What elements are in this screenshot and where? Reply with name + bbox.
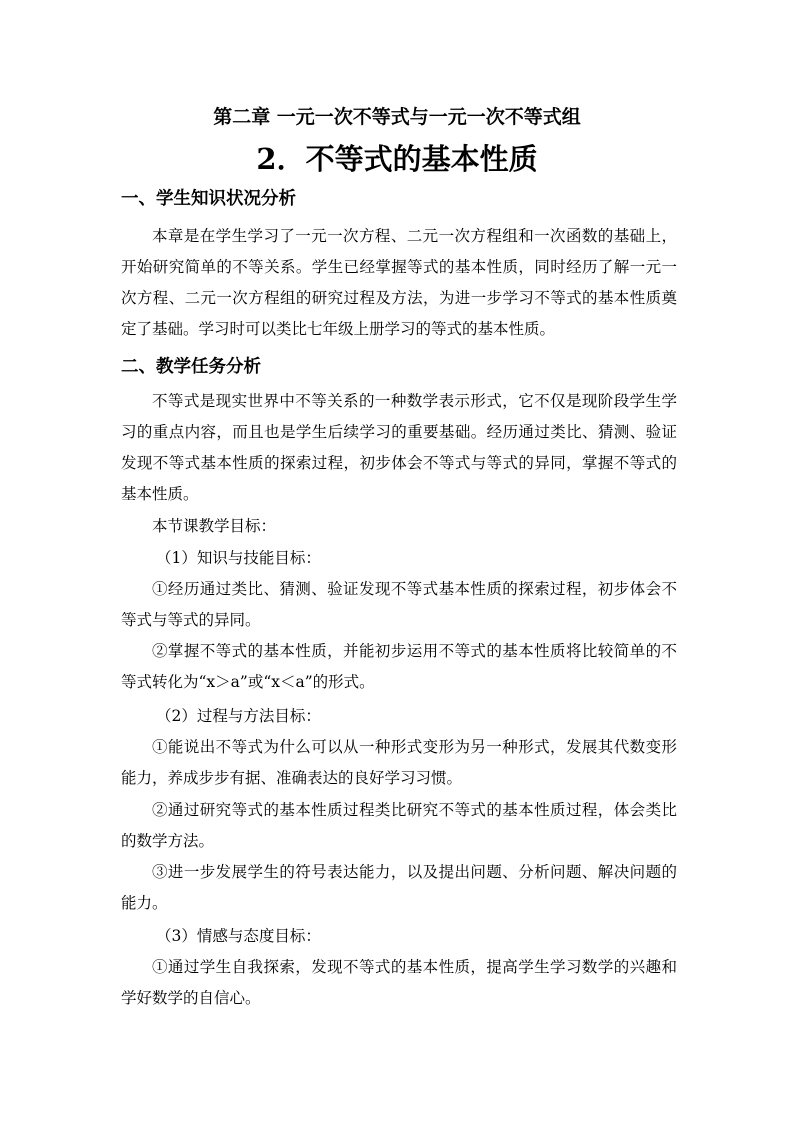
- paragraph: 不等式是现实世界中不等关系的一种数学表示形式，它不仅是现阶段学生学习的重点内容，而且也是学生后续学习的重要基础。经历通过类比、猜测、验证发现不等式基本性质的探索过程，初步体会不等式与等式的异同，掌握不等式的基本性质。: [121, 392, 677, 503]
- paragraph: （3）情感与态度目标：: [156, 927, 321, 945]
- paragraph: ①能说出不等式为什么可以从一种形式变形为另一种形式，发展其代数变形能力，养成步步有据、准确表达的良好学习习惯。: [121, 738, 677, 787]
- paragraph: ②通过研究等式的基本性质过程类比研究不等式的基本性质过程，体会类比的数学方法。: [121, 801, 677, 850]
- paragraph: ①通过学生自我探索，发现不等式的基本性质，提高学生学习数学的兴趣和学好数学的自信心。: [121, 958, 677, 1007]
- paragraph: ③进一步发展学生的符号表达能力，以及提出问题、分析问题、解决问题的能力。: [121, 863, 677, 912]
- section-title: 2．不等式的基本性质: [256, 142, 538, 176]
- paragraph: （2）过程与方法目标：: [156, 707, 321, 725]
- paragraph: ①经历通过类比、猜测、验证发现不等式基本性质的探索过程，初步体会不等式与等式的异同。: [121, 580, 677, 629]
- heading-teaching-analysis: 二、教学任务分析: [121, 357, 261, 377]
- paragraph: （1）知识与技能目标：: [156, 549, 321, 567]
- paragraph: 本章是在学生学习了一元一次方程、二元一次方程组和一次函数的基础上，开始研究简单的不等关系。学生已经掌握等式的基本性质，同时经历了解一元一次方程、二元一次方程组的研究过程及方法，为进一步学习不等式的基本性质奠定了基础。学习时可以类比七年级上册学习的等式的基本性质。: [121, 227, 677, 338]
- paragraph: 本节课教学目标：: [152, 517, 277, 535]
- chapter-title: 第二章 一元一次不等式与一元一次不等式组: [213, 106, 581, 128]
- paragraph: ②掌握不等式的基本性质，并能初步运用不等式的基本性质将比较简单的不等式转化为“x＞a”或“x＜a”的形式。: [121, 642, 677, 691]
- heading-student-analysis: 一、学生知识状况分析: [121, 189, 296, 209]
